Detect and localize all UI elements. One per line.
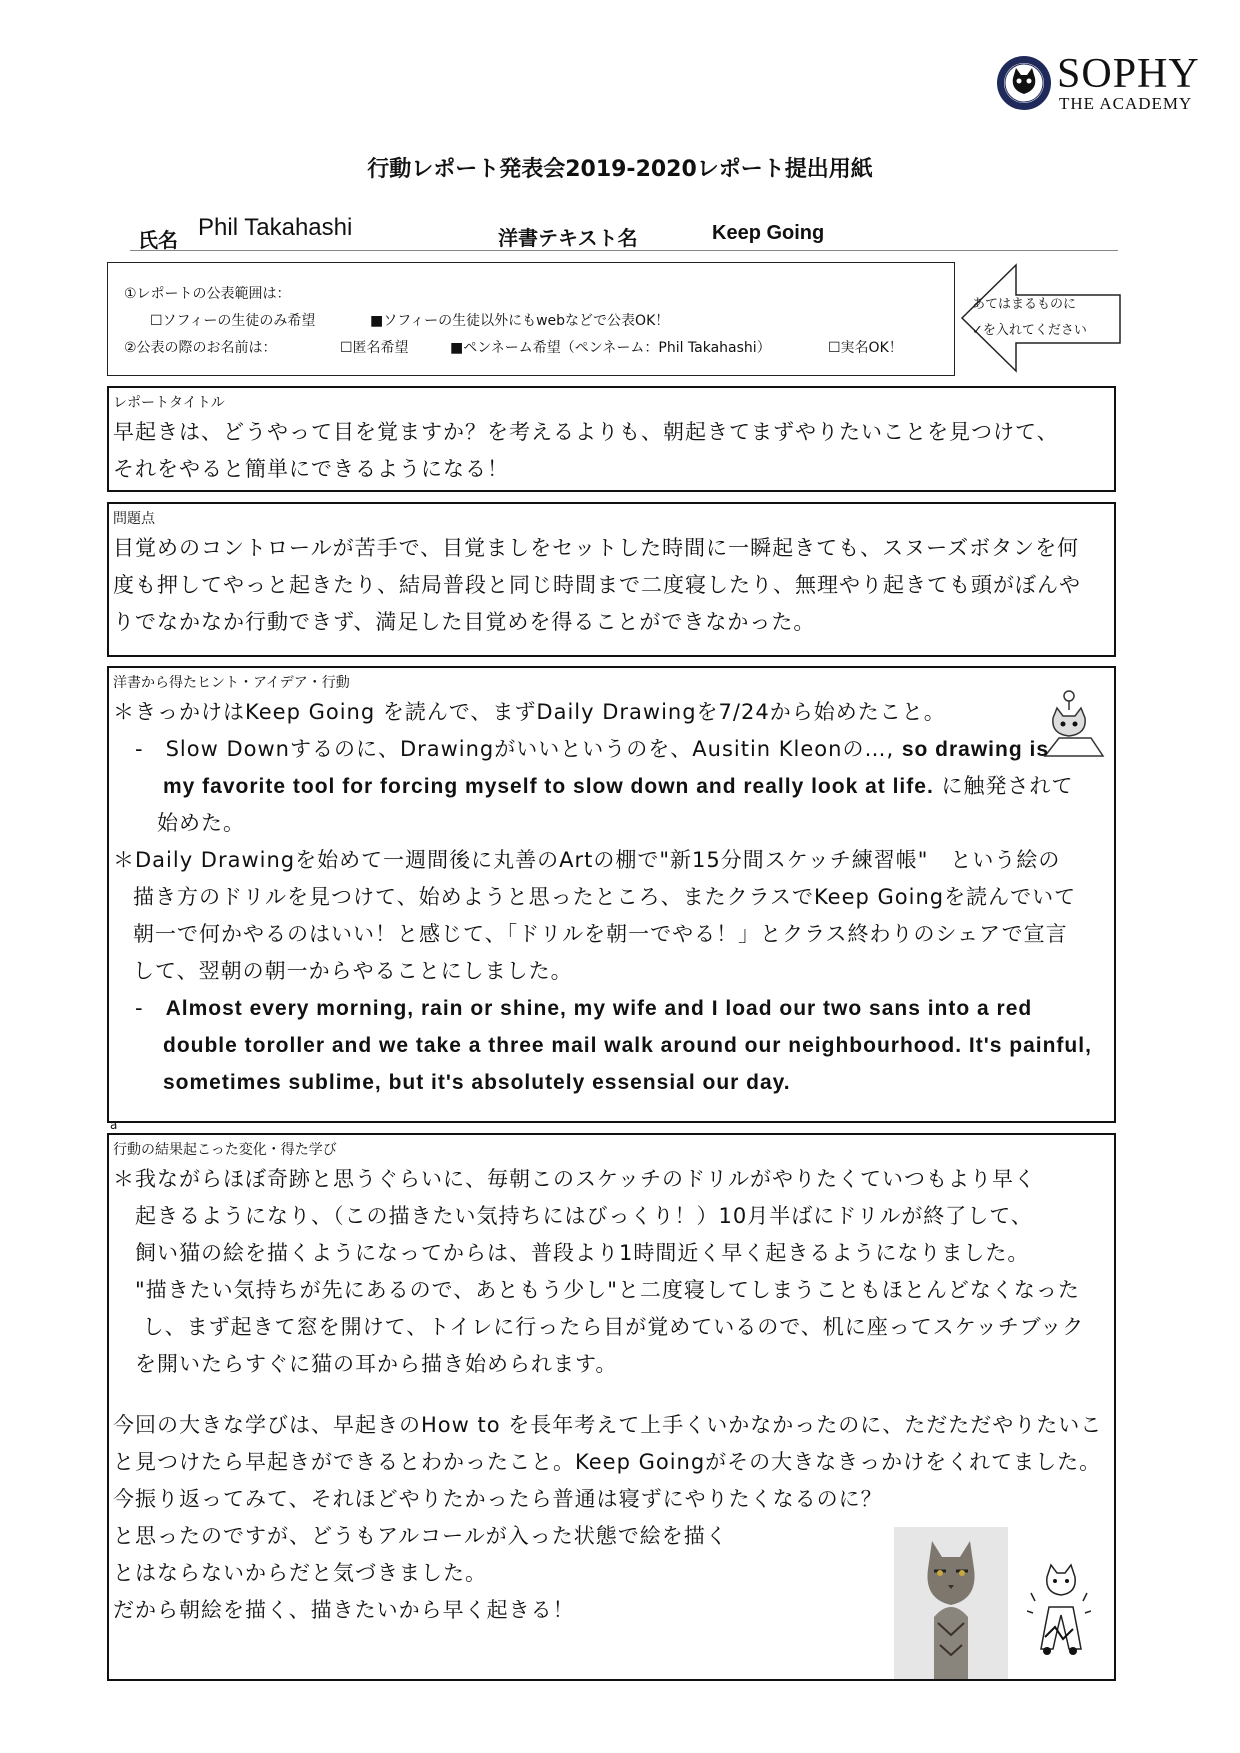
privacy-scope-members-only[interactable]: ☐ソフィーの生徒のみ希望	[150, 313, 316, 329]
logo-subtitle: THE ACADEMY	[1059, 94, 1193, 113]
problem-text	[113, 530, 1081, 641]
name-value: Phil Takahashi	[198, 214, 353, 241]
report-title-line: 早起きは、どうやって目を覚ますか？を考えるよりも、朝起きてまずやりたいことを見つけて、	[113, 420, 1059, 444]
quote-bold: double toroller and we take a three mail walk around our neighbourhood. It's painful,	[163, 1034, 1092, 1057]
results-line: "描きたい気持ちが先にあるので、あともう少し"と二度寝してしまうこともほとんどなくなった	[113, 1278, 1080, 1302]
hints-line	[113, 990, 1092, 1027]
quote-bold: my favorite tool for forcing myself to slow down and really look at life.	[163, 775, 934, 798]
results-line: 起きるようになり、（この描きたい気持ちにはびっくり！）10月半ばにドリルが終了して、	[113, 1204, 1033, 1228]
hints-line: 始めた。	[157, 811, 245, 835]
results-section	[107, 1133, 1116, 1681]
hints-line: 描き方のドリルを見つけて、始めようと思ったところ、またクラスでKeep Goingを読んでいて	[133, 885, 1077, 909]
privacy-scope-question: ①レポートの公表範囲は：	[124, 286, 291, 302]
results-text	[113, 1161, 1084, 1383]
hint-line-2: ✓を入れてください	[972, 323, 1087, 338]
quote-bold: Almost every morning, rain or shine, my wife and I load our two sans into a red	[165, 997, 1033, 1020]
summary-line: 今回の大きな学びは、早起きのHow to を長年考えて上手くいかなかったのに、ただただやりたいこ	[113, 1413, 1103, 1437]
hints-text-run: -	[135, 996, 166, 1020]
summary-line: 今振り返ってみて、それほどやりたかったら普通は寝ずにやりたくなるのに？	[113, 1487, 883, 1511]
privacy-name-anonymous[interactable]: ☐匿名希望	[340, 340, 409, 356]
hint-note	[972, 292, 1122, 344]
results-line: し、まず起きて窓を開けて、トイレに行ったら目が覚めているので、机に座ってスケッチブック	[113, 1315, 1085, 1339]
cat-doodle	[1027, 1557, 1091, 1661]
document-title: 行動レポート発表会2019-2020レポート提出用紙	[367, 157, 873, 182]
quote-bold: so drawing is	[901, 738, 1050, 761]
academy-seal-icon	[995, 54, 1053, 112]
summary-line: とはならないからだと気づきました。	[113, 1561, 487, 1585]
cat-photo	[894, 1527, 1008, 1679]
header-rule	[130, 250, 1118, 251]
report-title-section	[107, 386, 1116, 492]
results-line: 飼い猫の絵を描くようになってからは、普段より1時間近く早く起きるようになりました。	[113, 1241, 1030, 1265]
hints-section	[107, 666, 1116, 1123]
summary-line: だから朝絵を描く、描きたいから早く起きる！	[113, 1598, 575, 1622]
privacy-name-question: ②公表の際のお名前は：	[124, 340, 277, 356]
hints-text-run: - Slow Downするのに、Drawingがいいというのを、Ausitin Kleonの…,	[135, 737, 902, 761]
problem-line: 目覚めのコントロールが苦手で、目覚ましをセットした時間に一瞬起きても、スヌーズボタンを何	[113, 536, 1080, 560]
hints-line: して、翌朝の朝一からやることにしました。	[133, 959, 573, 983]
privacy-scope-public[interactable]: ■ソフィーの生徒以外にもwebなどで公表OK！	[370, 313, 670, 329]
report-title-label: レポートタイトル	[113, 395, 225, 411]
sophy-logo	[995, 51, 1200, 114]
book-title-value: Keep Going	[712, 222, 825, 244]
logo-brand: SOPHY	[1057, 51, 1200, 97]
report-title-line: それをやると簡単にできるようになる！	[113, 457, 509, 481]
privacy-name-penname[interactable]: ■ペンネーム希望（ペンネーム：Phil Takahashi）	[450, 340, 771, 356]
quote-bold: sometimes sublime, but it's absolutely essensial our day.	[163, 1071, 791, 1094]
hints-line: 朝一で何かやるのはいい！と感じて、「ドリルを朝一でやる！」とクラス終わりのシェアで宣言	[133, 922, 1068, 946]
hints-line	[113, 731, 1092, 768]
problem-line: りでなかなか行動できず、満足した目覚めを得ることができなかった。	[113, 610, 816, 634]
problem-section	[107, 502, 1116, 657]
problem-label: 問題点	[113, 511, 155, 527]
hints-text	[113, 694, 1092, 1101]
results-label: 行動の結果起こった変化・得た学び	[113, 1142, 337, 1158]
hints-line: ＊Daily Drawingを始めて一週間後に丸善のArtの棚で"新15分間スケッチ練習帳" という絵の	[113, 848, 1061, 872]
stray-mark: a	[110, 1118, 118, 1132]
hints-line	[113, 768, 1092, 805]
hints-label: 洋書から得たヒント・アイデア・行動	[113, 675, 350, 691]
results-line: ＊我ながらほぼ奇跡と思うぐらいに、毎朝このスケッチのドリルがやりたくていつもより早く	[113, 1167, 1036, 1191]
hints-text-run: に触発されて	[933, 774, 1074, 798]
report-title-text	[113, 414, 1059, 488]
summary-line: と思ったのですが、どうもアルコールが入った状態で絵を描く	[113, 1524, 728, 1548]
book-title-label: 洋書テキスト名	[498, 226, 638, 250]
summary-line: と見つけたら早起きができるとわかったこと。Keep Goingがその大きなきっかけをくれてました。	[113, 1450, 1102, 1474]
privacy-name-realname[interactable]: ☐実名OK！	[828, 340, 903, 356]
privacy-options-box	[107, 262, 955, 376]
hint-line-1: あてはまるものに	[972, 297, 1077, 312]
results-line: を開いたらすぐに猫の耳から描き始められます。	[113, 1352, 618, 1376]
name-label: 氏名	[138, 228, 178, 252]
hints-line: ＊きっかけはKeep Going を読んで、まずDaily Drawingを7/24から始めたこと。	[113, 700, 946, 724]
problem-line: 度も押してやっと起きたり、結局普段と同じ時間まで二度寝したり、無理やり起きても頭がぼんや	[113, 573, 1081, 597]
